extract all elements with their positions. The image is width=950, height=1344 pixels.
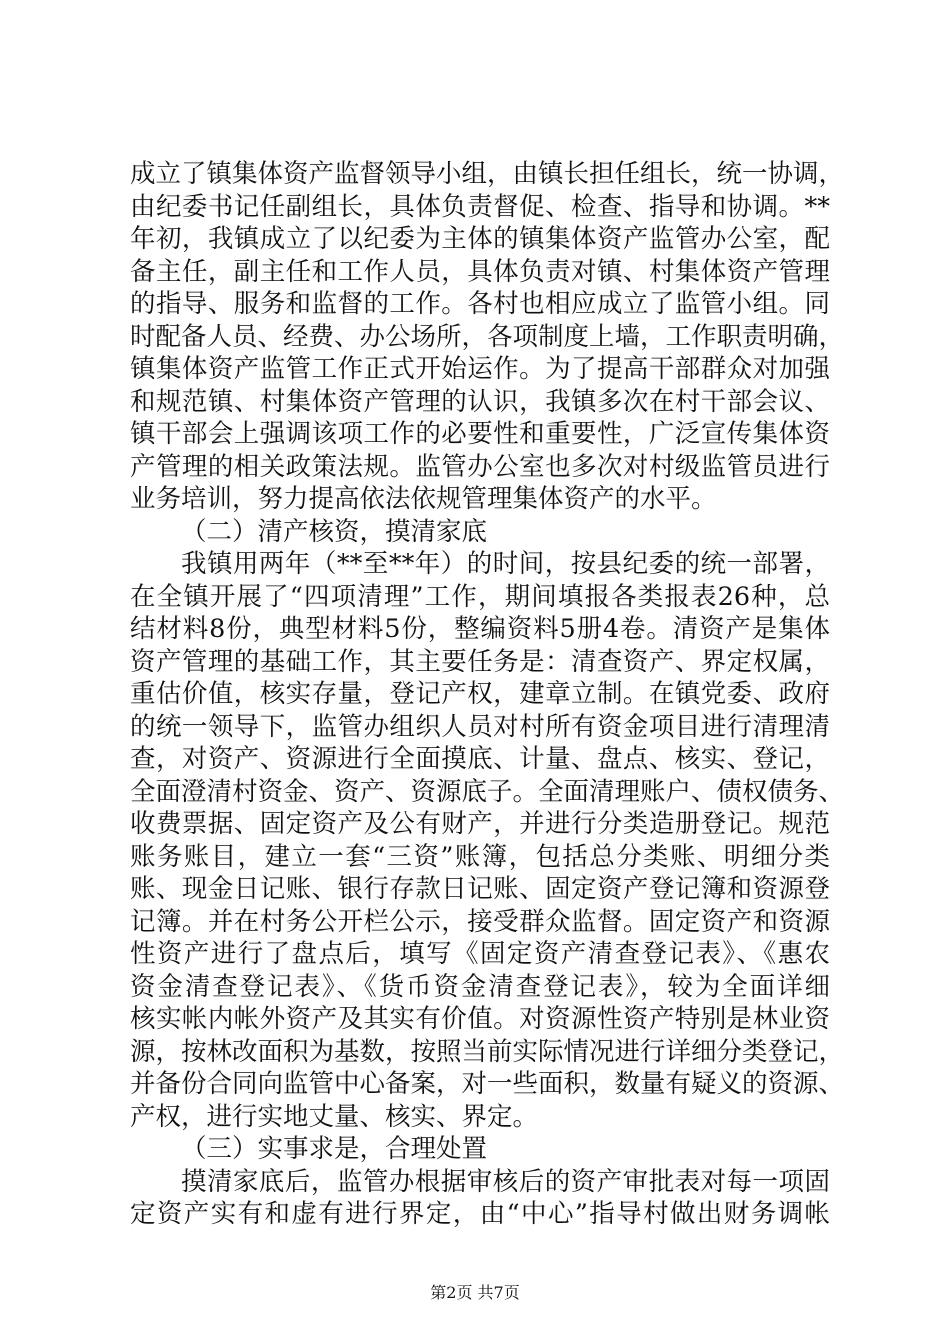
text-line: 年初，我镇成立了以纪委为主体的镇集体资产监管办公室，配 — [130, 224, 830, 254]
text-line: 备主任，副主任和工作人员，具体负责对镇、村集体资产管理 — [130, 256, 830, 287]
page-number-label: 第2页 共7页 — [430, 1283, 520, 1302]
text-line: 结材料8份，典型材料5份，整编资料5册4卷。清资产是集体 — [130, 614, 830, 644]
document-body — [130, 158, 845, 1231]
text-line: 由纪委书记任副组长，具体负责督促、检查、指导和协调。** — [130, 191, 830, 222]
text-line: 镇集体资产监管工作正式开始运作。为了提高干部群众对加强 — [130, 354, 830, 384]
text-line: 时配备人员、经费、办公场所，各项制度上墙，工作职责明确， — [130, 321, 845, 352]
text-line: 摸清家底后，监管办根据审核后的资产审批表对每一项固 — [181, 1166, 830, 1197]
text-line: 成立了镇集体资产监督领导小组，由镇长担任组长，统一协调， — [130, 159, 845, 189]
text-line: 账、现金日记账、银行存款日记账、固定资产登记簿和资源登 — [130, 874, 830, 904]
text-line: 核实帐内帐外资产及其实有价值。对资源性资产特别是林业资 — [130, 1004, 830, 1034]
text-line: 在全镇开展了“四项清理”工作，期间填报各类报表26种，总 — [130, 581, 830, 612]
text-line: 并备份合同向监管中心备案，对一些面积，数量有疑义的资源、 — [130, 1069, 845, 1099]
text-line: 记簿。并在村务公开栏公示，接受群众监督。固定资产和资源 — [130, 906, 830, 937]
section-heading: （三）实事求是，合理处置 — [181, 1134, 488, 1164]
text-line: 的指导、服务和监督的工作。各村也相应成立了监管小组。同 — [130, 289, 830, 319]
text-line: 产权，进行实地丈量、核实、界定。 — [130, 1101, 539, 1132]
text-line: 源，按林改面积为基数，按照当前实际情况进行详细分类登记， — [130, 1036, 845, 1067]
text-line: 全面澄清村资金、资产、资源底子。全面清理账户、债权债务、 — [130, 776, 845, 807]
section-heading: （二）清产核资，摸清家底 — [181, 516, 488, 547]
text-line: 查，对资产、资源进行全面摸底、计量、盘点、核实、登记， — [130, 744, 830, 774]
text-line: 业务培训，努力提高依法依规管理集体资产的水平。 — [130, 484, 717, 514]
text-line: 产管理的相关政策法规。监管办公室也多次对村级监管员进行 — [130, 451, 830, 482]
page-footer — [0, 1283, 950, 1303]
text-line: 重估价值，核实存量，登记产权，建章立制。在镇党委、政府 — [130, 679, 830, 709]
text-line: 和规范镇、村集体资产管理的认识，我镇多次在村干部会议、 — [130, 386, 830, 417]
text-line: 镇干部会上强调该项工作的必要性和重要性，广泛宣传集体资 — [130, 419, 830, 449]
text-line: 定资产实有和虚有进行界定，由“中心”指导村做出财务调帐 — [130, 1199, 830, 1229]
text-line: 的统一领导下，监管办组织人员对村所有资金项目进行清理清 — [130, 711, 830, 742]
text-line: 账务账目，建立一套“三资”账簿，包括总分类账、明细分类 — [130, 841, 830, 872]
text-line: 我镇用两年（**至**年）的时间，按县纪委的统一部署， — [181, 549, 830, 579]
text-line: 性资产进行了盘点后，填写《固定资产清查登记表》、《惠农 — [130, 939, 830, 969]
text-line: 资金清查登记表》、《货币资金清查登记表》，较为全面详细 — [130, 971, 830, 1002]
text-line: 收费票据、固定资产及公有财产，并进行分类造册登记。规范 — [130, 809, 830, 839]
text-line: 资产管理的基础工作，其主要任务是：清查资产、界定权属， — [130, 646, 830, 677]
